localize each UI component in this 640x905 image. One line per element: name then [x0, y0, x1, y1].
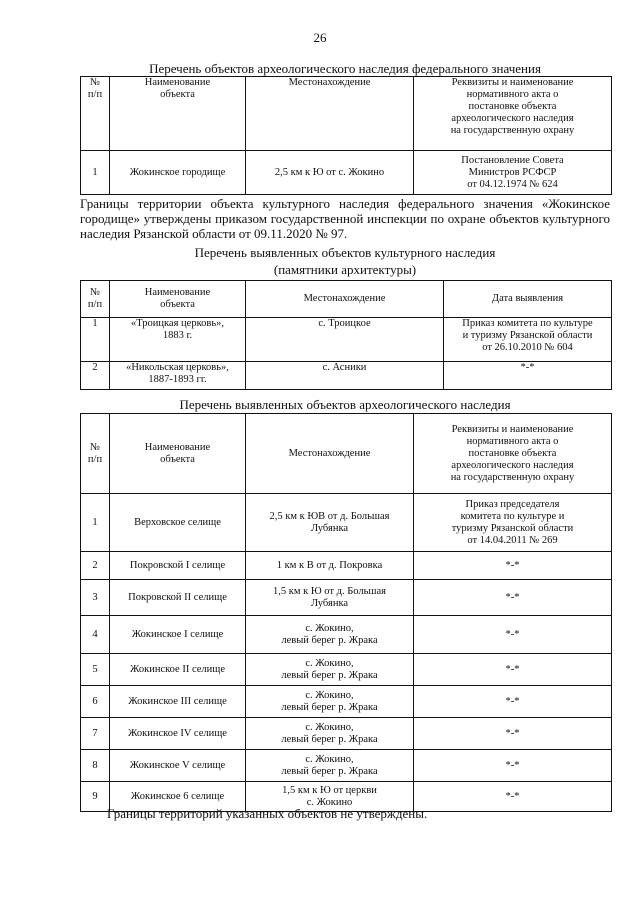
row-location: [246, 552, 414, 580]
row-requisites: *-*: [414, 654, 612, 686]
req-line: туризму Рязанской области: [451, 522, 574, 534]
header-req-line: на государственную охрану: [450, 471, 575, 483]
loc-line: левый берег р. Жрака: [281, 701, 378, 713]
row-num: 3: [81, 580, 110, 616]
name-line: «Никольская церковь»,: [126, 362, 229, 373]
header-location: Местонахождение: [246, 414, 414, 494]
name-line: «Троицкая церковь»,: [130, 318, 225, 329]
architecture-objects-table: [80, 280, 612, 390]
header-req-line: постановке объекта: [468, 447, 557, 459]
loc-line: 1,5 км к Ю от д. Большая: [273, 585, 386, 597]
header-location: [246, 77, 414, 151]
row-num: 4: [81, 616, 110, 654]
federal-objects-table: [80, 76, 612, 195]
loc-line: с. Жокино: [306, 796, 353, 808]
section3-title: Перечень выявленных объектов археологического наследия: [179, 397, 511, 412]
table-header-row: [81, 281, 612, 318]
header-num: [81, 77, 110, 151]
header-requisites: [414, 414, 612, 494]
section2-title-line2: (памятники архитектуры): [273, 262, 417, 277]
row-location: с. Асники: [246, 362, 444, 390]
header-req-line: на государственную охрану: [450, 125, 575, 136]
table-row: [81, 718, 612, 750]
archaeological-objects-table: [80, 413, 612, 812]
loc-line: левый берег р. Жрака: [281, 634, 378, 646]
row-requisites: [414, 494, 612, 552]
req-line: Приказ председателя: [465, 498, 560, 510]
loc-line: Лубянка: [310, 597, 349, 609]
loc-line: 2,5 км к ЮВ от д. Большая: [269, 510, 390, 522]
loc-line: с. Жокино,: [305, 622, 354, 634]
row-num: 2: [81, 362, 110, 390]
header-num: [81, 414, 110, 494]
row-num: 7: [81, 718, 110, 750]
loc-line: левый берег р. Жрака: [281, 669, 378, 681]
row-location: с. Троицкое: [246, 318, 444, 362]
table-row: [81, 686, 612, 718]
row-requisites: *-*: [414, 616, 612, 654]
header-name-line: Наименование: [144, 287, 211, 298]
table-row: [81, 362, 612, 390]
row-date: [444, 318, 612, 362]
table-row: [81, 494, 612, 552]
table-row: [81, 151, 612, 195]
header-req-line: нормативного акта о: [466, 435, 559, 447]
row-requisites: [414, 151, 612, 195]
row-name: Жокинское II селище: [110, 654, 246, 686]
header-num-line: №: [89, 77, 101, 88]
table-header-row: [81, 77, 612, 151]
header-num-line: п/п: [87, 453, 103, 465]
row-name: Покровской I селище: [110, 552, 246, 580]
loc-line: с. Жокино,: [305, 753, 354, 765]
date-line: Приказ комитета по культуре: [462, 318, 593, 329]
section3-note: Границы территорий указанных объектов не утверждены.: [107, 806, 428, 821]
table-row: [81, 580, 612, 616]
req-line: комитета по культуре и: [460, 510, 565, 522]
header-date: Дата выявления: [444, 281, 612, 318]
page-number: 26: [313, 30, 327, 45]
row-location: [246, 616, 414, 654]
row-num: 1: [81, 318, 110, 362]
table-row: [81, 750, 612, 782]
header-num-line: №: [89, 441, 101, 453]
header-name: [110, 77, 246, 151]
date-line: от 26.10.2010 № 604: [482, 342, 573, 353]
table-row: [81, 616, 612, 654]
header-name: [110, 414, 246, 494]
row-requisites: *-*: [414, 750, 612, 782]
header-name-line: Наименование: [144, 441, 211, 453]
header-location-line: Местонахождение: [288, 77, 371, 88]
header-num-line: п/п: [87, 299, 103, 310]
loc-line: левый берег р. Жрака: [281, 733, 378, 745]
header-name: [110, 281, 246, 318]
row-num: 5: [81, 654, 110, 686]
req-line: от 14.04.2011 № 269: [467, 534, 558, 546]
section1-title: Перечень объектов археологического наследия федерального значения: [149, 61, 541, 76]
row-name: Жокинское IV селище: [110, 718, 246, 750]
loc-line: с. Жокино,: [305, 657, 354, 669]
header-req-line: Реквизиты и наименование: [451, 77, 574, 88]
row-requisites: *-*: [414, 718, 612, 750]
row-location: [246, 750, 414, 782]
row-requisites: *-*: [414, 686, 612, 718]
loc-line: левый берег р. Жрака: [281, 765, 378, 777]
row-date: *-*: [444, 362, 612, 390]
row-name: [110, 318, 246, 362]
row-name: [110, 362, 246, 390]
req-line: от 04.12.1974 № 624: [467, 178, 558, 190]
row-name: Жокинское III селище: [110, 686, 246, 718]
row-num: 9: [81, 782, 110, 812]
header-num-line: п/п: [87, 89, 103, 100]
row-name: Верховское селище: [110, 494, 246, 552]
header-name-line: Наименование: [144, 77, 211, 88]
header-req-line: Реквизиты и наименование: [451, 423, 574, 435]
header-num-line: №: [89, 287, 101, 298]
row-num: 1: [81, 494, 110, 552]
header-req-line: постановке объекта: [468, 101, 557, 112]
header-name-line: объекта: [160, 453, 195, 465]
header-num: [81, 281, 110, 318]
row-location: [246, 494, 414, 552]
row-location: [246, 718, 414, 750]
name-line: 1887-1893 гг.: [148, 374, 207, 385]
loc-line: с. Жокино,: [305, 689, 354, 701]
header-location: Местонахождение: [246, 281, 444, 318]
row-num: 8: [81, 750, 110, 782]
loc-line: с. Жокино,: [305, 721, 354, 733]
req-line: Министров РСФСР: [468, 166, 557, 178]
date-line: и туризму Рязанской области: [462, 330, 593, 341]
header-req-line: археологического наследия: [451, 459, 574, 471]
row-requisites: *-*: [414, 552, 612, 580]
row-name: Жокинское 6 селище: [110, 782, 246, 812]
table-row: [81, 654, 612, 686]
row-name: Жокинское I селище: [110, 616, 246, 654]
loc-line: 1,5 км к Ю от церкви: [282, 784, 377, 796]
section2-title-line1: Перечень выявленных объектов культурного наследия: [194, 245, 496, 260]
row-location: [246, 580, 414, 616]
row-location: [246, 654, 414, 686]
header-name-line: объекта: [160, 89, 195, 100]
header-req-line: археологического наследия: [451, 113, 574, 124]
header-req-line: нормативного акта о: [466, 89, 559, 100]
row-num: 6: [81, 686, 110, 718]
row-name: Жокинское городище: [110, 151, 246, 195]
row-num: 1: [81, 151, 110, 195]
table-row: [81, 318, 612, 362]
table-row: [81, 552, 612, 580]
row-num: 2: [81, 552, 110, 580]
req-line: Постановление Совета: [461, 154, 564, 166]
row-name: Жокинское V селище: [110, 750, 246, 782]
header-requisites: [414, 77, 612, 151]
row-name: Покровской II селище: [110, 580, 246, 616]
row-location: [246, 686, 414, 718]
name-line: 1883 г.: [162, 330, 193, 341]
loc-line: 1 км к В от д. Покровка: [276, 559, 383, 571]
row-location: 2,5 км к Ю от с. Жокино: [246, 151, 414, 195]
section1-note: Границы территории объекта культурного наследия федерального значения «Жокинское городище» утверждены приказом государственной инспекции по охране объектов культурного наследия Рязанской области от 09.11.2020 № 97.: [80, 196, 610, 241]
table-header-row: [81, 414, 612, 494]
loc-line: Лубянка: [310, 522, 349, 534]
row-requisites: *-*: [414, 782, 612, 812]
header-name-line: объекта: [160, 299, 195, 310]
row-requisites: *-*: [414, 580, 612, 616]
